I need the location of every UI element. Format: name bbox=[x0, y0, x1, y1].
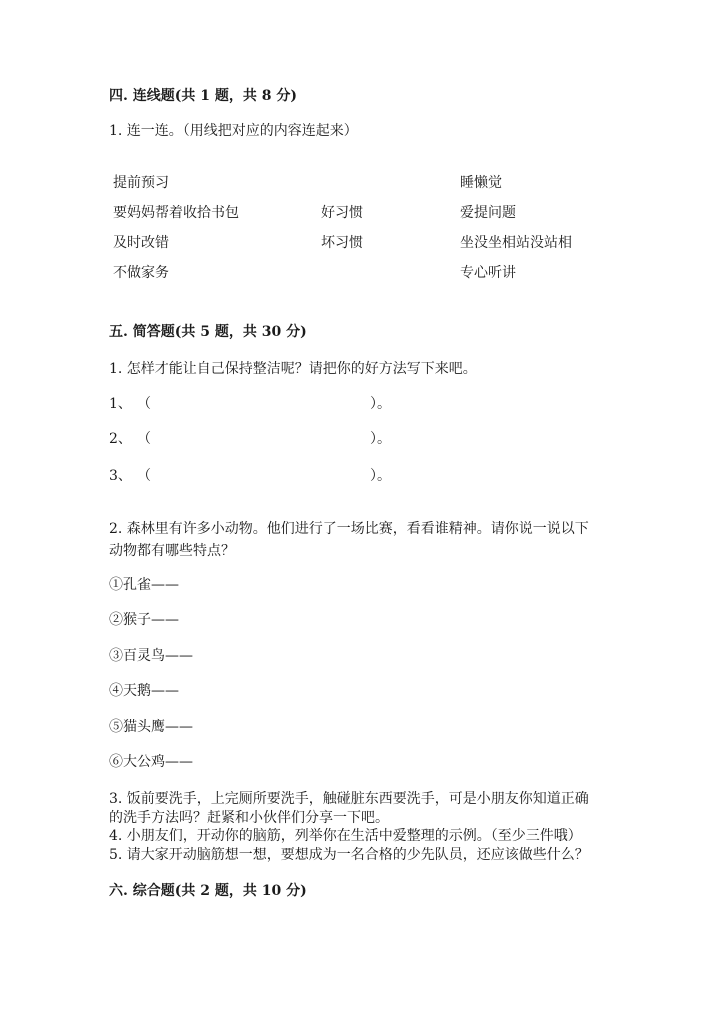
question-4-1: 1. 连一连。（用线把对应的内容连起来） bbox=[109, 123, 358, 139]
match-right-item: 坐没坐相站没站相 bbox=[460, 235, 572, 251]
answer-line-number: 3、 bbox=[109, 468, 132, 484]
answer-blank-close: ）。 bbox=[370, 431, 391, 447]
question-5-1: 1. 怎样才能让自己保持整洁呢？请把你的好方法写下来吧。 bbox=[109, 361, 477, 377]
question-5-3-line1: 3. 饭前要洗手，上完厕所要洗手，触碰脏东西要洗手，可是小朋友你知道正确 bbox=[109, 791, 589, 807]
match-right-item: 爱提问题 bbox=[460, 205, 516, 221]
match-right-item: 专心听讲 bbox=[460, 265, 516, 281]
answer-line-number: 1、 bbox=[109, 396, 132, 412]
animal-item: ②猴子—— bbox=[109, 612, 179, 628]
question-5-2-line2: 动物都有哪些特点？ bbox=[109, 543, 235, 559]
match-left-item: 不做家务 bbox=[113, 265, 169, 281]
section-5-heading: 五. 简答题(共 5 题，共 30 分) bbox=[109, 324, 307, 340]
match-left-item: 及时改错 bbox=[113, 235, 169, 251]
match-middle-item: 坏习惯 bbox=[321, 235, 363, 251]
match-right-item: 睡懒觉 bbox=[460, 175, 502, 191]
match-middle-item: 好习惯 bbox=[321, 205, 363, 221]
section-4-heading: 四. 连线题(共 1 题，共 8 分) bbox=[109, 88, 297, 104]
answer-blank-open: （ bbox=[137, 431, 151, 447]
question-5-4: 4. 小朋友们，开动你的脑筋，列举你在生活中爱整理的示例。（至少三件哦） bbox=[109, 828, 582, 844]
question-5-3-line2: 的洗手方法吗？赶紧和小伙伴们分享一下吧。 bbox=[109, 810, 389, 826]
match-left-item: 提前预习 bbox=[113, 175, 169, 191]
answer-blank-close: ）。 bbox=[370, 396, 391, 412]
match-left-item: 要妈妈帮着收拾书包 bbox=[113, 205, 239, 221]
animal-item: ⑥大公鸡—— bbox=[109, 754, 193, 770]
animal-item: ①孔雀—— bbox=[109, 577, 179, 593]
section-6-heading: 六. 综合题(共 2 题，共 10 分) bbox=[109, 883, 307, 899]
answer-blank-open: （ bbox=[137, 468, 151, 484]
animal-item: ③百灵鸟—— bbox=[109, 648, 193, 664]
question-5-5: 5. 请大家开动脑筋想一想，要想成为一名合格的少先队员，还应该做些什么？ bbox=[109, 847, 589, 863]
answer-blank-close: ）。 bbox=[370, 468, 391, 484]
answer-line-number: 2、 bbox=[109, 431, 132, 447]
animal-item: ⑤猫头鹰—— bbox=[109, 719, 193, 735]
question-5-2-line1: 2. 森林里有许多小动物。他们进行了一场比赛，看看谁精神。请你说一说以下 bbox=[109, 521, 589, 537]
answer-blank-open: （ bbox=[137, 396, 151, 412]
animal-item: ④天鹅—— bbox=[109, 683, 179, 699]
